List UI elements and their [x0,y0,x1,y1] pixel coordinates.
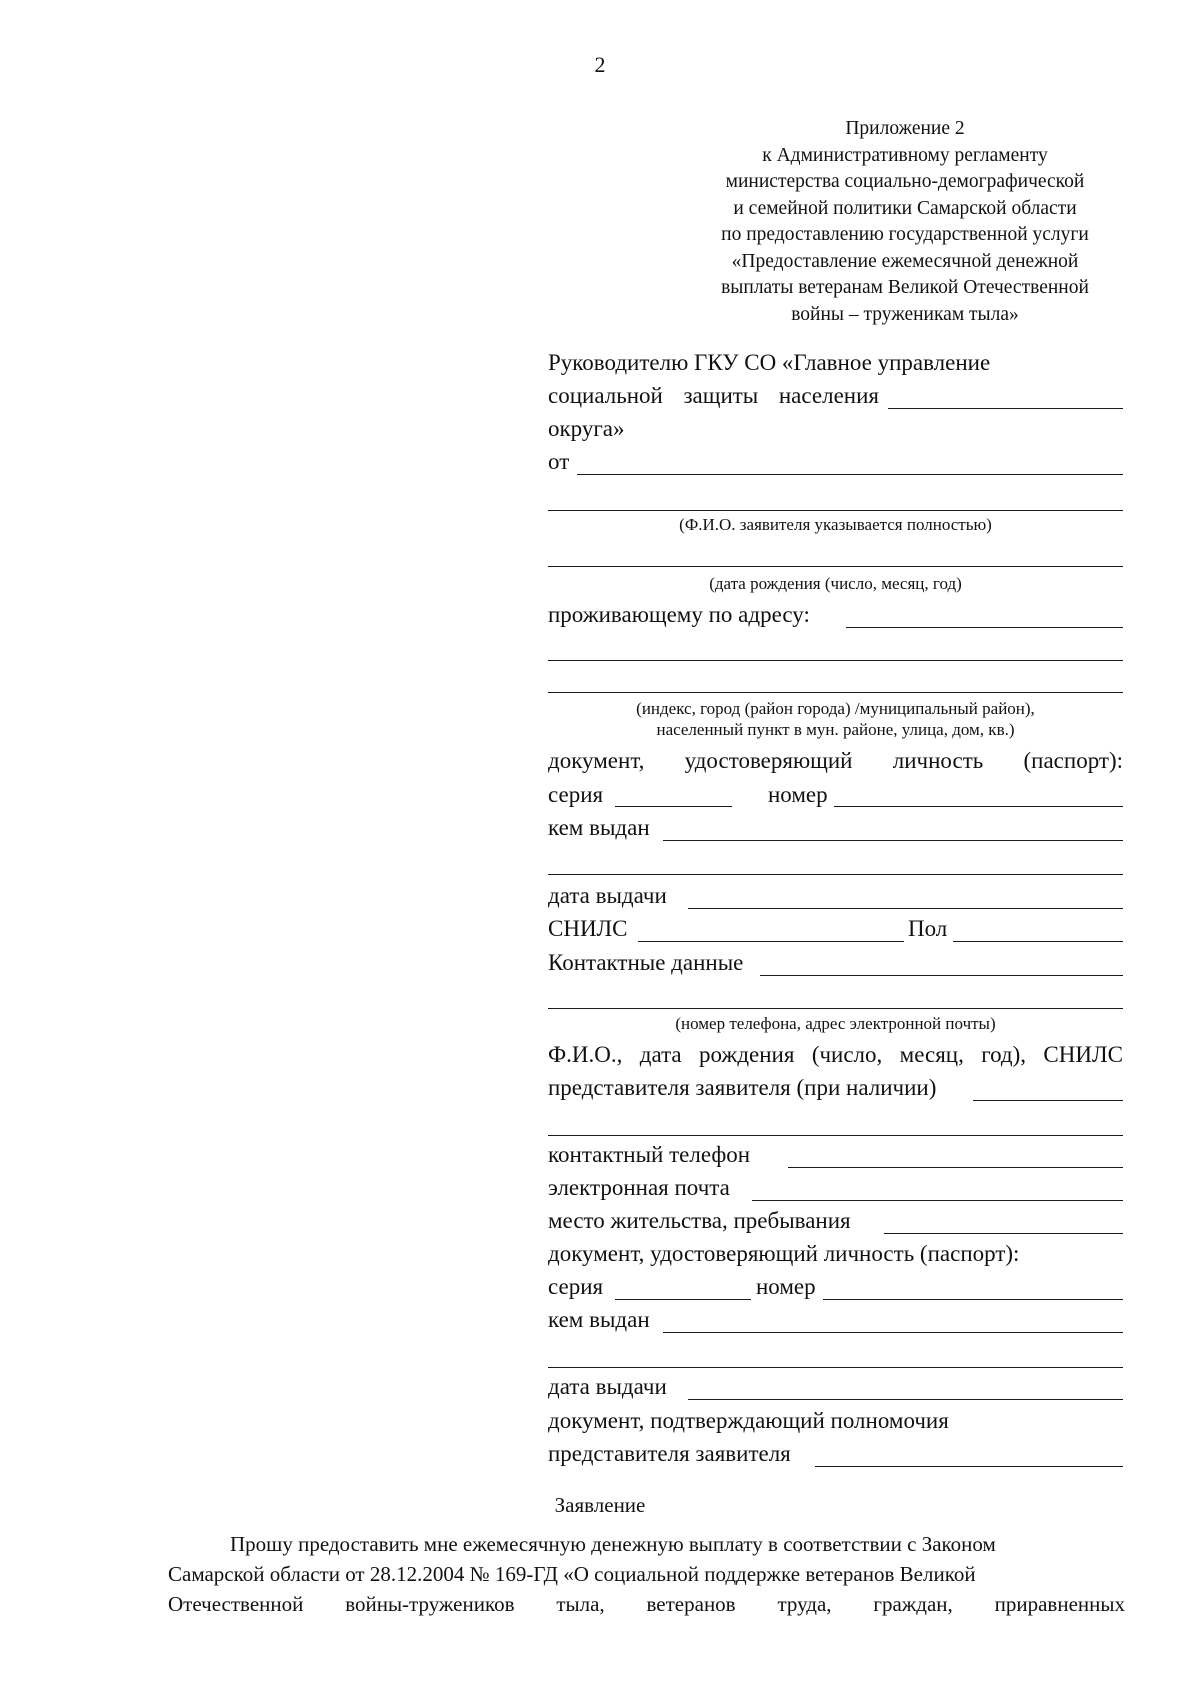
rep-issued-by-blank-2[interactable] [548,1367,1123,1368]
rep-authority-of-label: представителя заявителя [548,1441,791,1466]
appendix-line: и семейной политики Самарской области [733,197,1077,219]
appendix-line: войны – труженикам тыла» [791,303,1019,325]
rep-authority-blank[interactable] [815,1466,1123,1467]
addressee-line-1: Руководителю ГКУ СО «Главное управление [548,350,991,375]
rep-word: (число, [811,1042,883,1067]
rep-phone-label: контактный телефон [548,1142,751,1167]
rep-authority-doc-label: документ, подтверждающий полномочия [548,1408,949,1433]
fio-blank[interactable] [548,510,1123,511]
issued-by-blank-2[interactable] [548,874,1123,875]
statement-title: Заявление [554,1493,646,1517]
rep-word: рождения [699,1042,795,1067]
statement-word: войны-тружеников [345,1592,515,1616]
sex-label: Пол [908,916,948,941]
rep-of-applicant-label: представителя заявителя (при наличии) [548,1075,937,1100]
snils-label: СНИЛС [548,916,628,941]
statement-line-1: Прошу предоставить мне ежемесячную денежную выплату в соответствии с Законом [230,1532,996,1556]
statement-word: граждан, [873,1592,953,1616]
fio-caption: (Ф.И.О. заявителя указывается полностью) [679,515,992,534]
rep-word: СНИЛС [1043,1042,1123,1067]
statement-word: ветеранов [646,1592,736,1616]
rep-issued-by-label: кем выдан [548,1307,650,1332]
address-caption-2: населенный пункт в мун. районе, улица, дом, кв.) [656,720,1015,739]
sex-blank[interactable] [953,941,1123,942]
appendix-line: по предоставлению государственной услуги [721,224,1089,245]
appendix-line: выплаты ветеранам Великой Отечественной [721,277,1089,298]
appendix-line: Приложение 2 [845,118,965,139]
statement-line-2: Самарской области от 28.12.2004 № 169-ГД «О социальной поддержке ветеранов Великой [168,1562,976,1586]
addressee-word: населения [778,383,879,408]
statement-word: тыла, [556,1592,605,1616]
rep-fio-blank[interactable] [973,1100,1123,1101]
statement-word: труда, [777,1592,832,1616]
address-blank[interactable] [846,627,1123,628]
statement-line-3 [168,1592,1125,1617]
contacts-caption: (номер телефона, адрес электронной почты) [675,1014,996,1033]
statement-word: приравненных [994,1592,1125,1616]
rep-doc-label: документ, удостоверяющий личность (паспорт): [548,1241,1020,1266]
issue-date-label: дата выдачи [548,883,667,908]
rep-series-label: серия [548,1274,604,1299]
rep-issue-date-blank[interactable] [688,1399,1123,1400]
doc-word: личность [892,748,984,773]
address-caption-1: (индекс, город (район города) /муниципальный район), [636,699,1035,718]
rep-email-label: электронная почта [548,1175,730,1200]
from-blank[interactable] [577,474,1123,475]
rep-residence-label: место жительства, пребывания [548,1208,851,1233]
number-blank[interactable] [834,806,1123,807]
representative-heading [548,1042,1123,1068]
appendix-line: министерства социально-демографической [725,171,1085,192]
number-label: номер [768,782,828,807]
appendix-line: к Административному регламенту [762,144,1048,166]
rep-email-blank[interactable] [752,1200,1123,1201]
doc-word: (паспорт): [1023,748,1123,773]
address-blank-3[interactable] [548,692,1123,693]
rep-phone-blank[interactable] [788,1167,1123,1168]
birth-blank[interactable] [548,566,1123,567]
doc-word: документ, [548,748,645,773]
rep-word: месяц, [899,1042,964,1067]
contacts-blank[interactable] [760,975,1123,976]
rep-word: дата [639,1042,682,1067]
issued-by-label: кем выдан [548,815,650,840]
issue-date-blank[interactable] [688,908,1123,909]
from-label: от [548,449,570,474]
rep-issue-date-label: дата выдачи [548,1374,667,1399]
statement-word: Отечественной [168,1592,304,1616]
applicant-doc-label [548,748,1123,774]
rep-residence-blank[interactable] [884,1233,1123,1234]
rep-series-blank[interactable] [615,1299,751,1300]
rep-fio-blank-2[interactable] [548,1135,1123,1136]
series-label: серия [548,782,604,807]
series-blank[interactable] [615,806,732,807]
rep-number-label: номер [756,1274,816,1299]
district-blank[interactable] [888,408,1123,409]
addressee-word: защиты [683,383,759,408]
appendix-line: «Предоставление ежемесячной денежной [731,250,1079,272]
doc-word: удостоверяющий [684,748,853,773]
page-number: 2 [594,52,606,77]
birth-caption: (дата рождения (число, месяц, год) [709,574,962,593]
rep-issued-by-blank[interactable] [663,1332,1123,1333]
rep-number-blank[interactable] [823,1299,1123,1300]
contacts-label: Контактные данные [548,950,744,975]
address-blank-2[interactable] [548,660,1123,661]
addressee-line-2 [548,383,879,409]
snils-blank[interactable] [638,941,904,942]
issued-by-blank[interactable] [663,840,1123,841]
addressee-line-3: округа» [548,416,625,441]
residing-label: проживающему по адресу: [548,602,810,627]
rep-word: Ф.И.О., [548,1042,623,1067]
addressee-word: социальной [548,383,663,408]
appendix-header [690,116,1120,328]
rep-word: год), [981,1042,1027,1067]
contacts-blank-2[interactable] [548,1008,1123,1009]
